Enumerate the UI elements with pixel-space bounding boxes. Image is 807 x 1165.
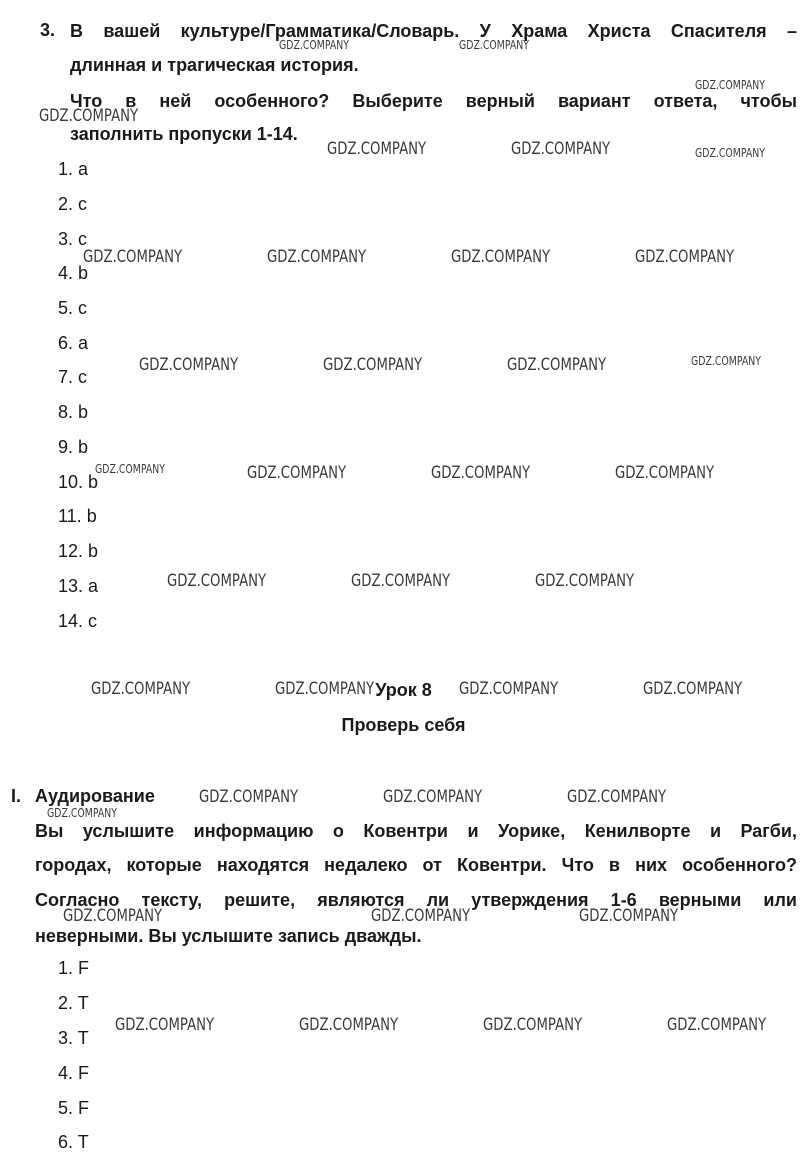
watermark: GDZ.COMPANY: [139, 355, 239, 375]
section-3-number: 3.: [40, 20, 56, 40]
answer-item: 5. F: [58, 1098, 90, 1118]
section-1-heading: Аудирование: [35, 786, 155, 806]
watermark: GDZ.COMPANY: [199, 787, 299, 807]
section-3-heading-line-2: длинная и трагическая история.: [70, 55, 359, 75]
answer-item: 10. b: [58, 472, 99, 492]
answer-item: 12. b: [58, 541, 99, 561]
watermark: GDZ.COMPANY: [351, 571, 451, 591]
watermark: GDZ.COMPANY: [691, 354, 762, 368]
answer-item: 2. c: [58, 194, 88, 214]
watermark: GDZ.COMPANY: [507, 355, 607, 375]
watermark: GDZ.COMPANY: [91, 679, 191, 699]
answer-item: 8. b: [58, 402, 89, 422]
watermark: GDZ.COMPANY: [459, 679, 559, 699]
watermark: GDZ.COMPANY: [567, 787, 667, 807]
answer-item: 13. a: [58, 576, 99, 596]
watermark: GDZ.COMPANY: [115, 1015, 215, 1035]
watermark: GDZ.COMPANY: [643, 679, 743, 699]
watermark: GDZ.COMPANY: [267, 247, 367, 267]
answer-item: 5. c: [58, 298, 88, 318]
watermark: GDZ.COMPANY: [667, 1015, 767, 1035]
watermark: GDZ.COMPANY: [615, 463, 715, 483]
watermark: GDZ.COMPANY: [371, 906, 471, 926]
watermark: GDZ.COMPANY: [579, 906, 679, 926]
watermark: GDZ.COMPANY: [695, 146, 766, 160]
watermark: GDZ.COMPANY: [95, 462, 166, 476]
watermark: GDZ.COMPANY: [323, 355, 423, 375]
answer-item: 6. a: [58, 333, 89, 353]
answer-item: 14. c: [58, 611, 98, 631]
section-1-paragraph-line-4: неверными. Вы услышите запись дважды.: [35, 926, 422, 946]
watermark: GDZ.COMPANY: [167, 571, 267, 591]
lesson-title: Урок 8: [375, 680, 432, 700]
answer-item: 1. a: [58, 159, 89, 179]
answer-item: 11. b: [58, 506, 97, 526]
section-3-question-line-2: заполнить пропуски 1-14.: [70, 124, 298, 144]
watermark: GDZ.COMPANY: [459, 38, 530, 52]
watermark: GDZ.COMPANY: [83, 247, 183, 267]
section-1-paragraph-line-3: Согласно тексту, решите, являются ли утверждения 1-6 верными или: [35, 890, 797, 910]
section-1-number: I.: [11, 786, 22, 806]
watermark: GDZ.COMPANY: [695, 78, 766, 92]
watermark: GDZ.COMPANY: [383, 787, 483, 807]
lesson-subtitle: Проверь себя: [341, 715, 466, 735]
answer-item: 9. b: [58, 437, 89, 457]
answer-item: 4. b: [58, 263, 89, 283]
answer-item: 2. T: [58, 993, 89, 1013]
answer-item: 7. c: [58, 367, 88, 387]
answer-item: 3. T: [58, 1028, 89, 1048]
watermark: GDZ.COMPANY: [275, 679, 375, 699]
watermark: GDZ.COMPANY: [451, 247, 551, 267]
watermark: GDZ.COMPANY: [483, 1015, 583, 1035]
section-1-paragraph-line-2: городах, которые находятся недалеко от Ковентри. Что в них особенного?: [35, 855, 797, 875]
watermark: GDZ.COMPANY: [431, 463, 531, 483]
watermark: GDZ.COMPANY: [247, 463, 347, 483]
answer-item: 6. T: [58, 1132, 89, 1152]
section-3-heading-line-1: В вашей культуре/Грамматика/Словарь. У Храма Христа Спасителя –: [70, 21, 797, 41]
watermark: GDZ.COMPANY: [635, 247, 735, 267]
answer-item: 3. c: [58, 229, 88, 249]
watermark: GDZ.COMPANY: [511, 139, 611, 159]
watermark: GDZ.COMPANY: [47, 806, 118, 820]
section-1-paragraph-line-1: Вы услышите информацию о Ковентри и Уорике, Кенилворте и Рагби,: [35, 821, 797, 841]
watermark: GDZ.COMPANY: [63, 906, 163, 926]
watermark: GDZ.COMPANY: [39, 106, 139, 126]
section-3-question-line-1: Что в ней особенного? Выберите верный вариант ответа, чтобы: [70, 91, 797, 111]
watermark: GDZ.COMPANY: [327, 139, 427, 159]
answer-item: 1. F: [58, 958, 90, 978]
watermark: GDZ.COMPANY: [535, 571, 635, 591]
answer-item: 4. F: [58, 1063, 90, 1083]
watermark: GDZ.COMPANY: [299, 1015, 399, 1035]
watermark: GDZ.COMPANY: [279, 38, 350, 52]
